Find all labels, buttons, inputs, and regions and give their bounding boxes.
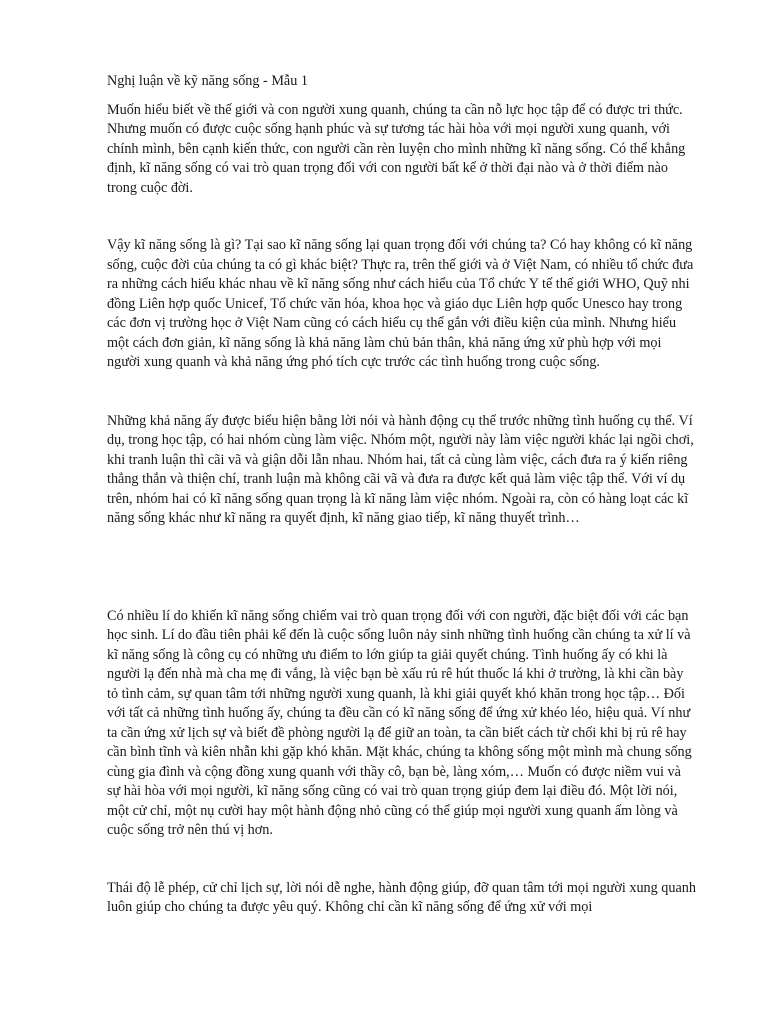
- paragraph-intro: Muốn hiểu biết về thế giới và con người xung quanh, chúng ta cần nỗ lực học tập để có được tri thức. Nhưng muốn có được cuộc sống hạnh phúc và sự tương tác hài hòa với mọi người xung quanh, với chính mình, bên cạnh kiến thức, con người cần rèn luyện cho mình những kĩ năng sống. Có thể khẳng định, kĩ năng sống có vai trò quan trọng đối với con người bất kể ở thời đại nào và ở thời điểm nào trong cuộc đời.: [107, 101, 686, 196]
- spacer: [107, 373, 697, 412]
- paragraph-attitude: Thái độ lễ phép, cử chỉ lịch sự, lời nói dễ nghe, hành động giúp, đỡ quan tâm tới mọi người xung quanh luôn giúp cho chúng ta được yêu quý. Không chỉ cần kĩ năng sống để ứng xử với mọi: [107, 879, 696, 915]
- spacer: [107, 841, 697, 879]
- spacer: [107, 92, 697, 101]
- paragraph-reasons: Có nhiều lí do khiến kĩ năng sống chiếm vai trò quan trọng đối với con người, đặc biệt đối với các bạn học sinh. Lí do đầu tiên phải kể đến là cuộc sống luôn nảy sinh những tình huống cần chúng ta xử lí và kĩ năng sống là công cụ có những ưu điểm to lớn giúp ta giải quyết chúng. Tình huống ấy có khi là người lạ đến nhà mà cha mẹ đi vắng, là việc bạn bè xấu rủ rê hút thuốc lá khi ở trường, là khi cần bày tỏ tình cảm, sự quan tâm tới những người xung quanh, là khi giải quyết khó khăn trong học tập… Đối với tất cả những tình huống ấy, chúng ta đều cần có kĩ năng sống để ứng xử khéo léo, hiệu quả. Ví như ta cần ứng xử lịch sự và biết đề phòng người lạ để giữ an toàn, ta cần biết cách từ chối khi bị rủ rê hay cần bình tĩnh và kiên nhẫn khi gặp khó khăn. Mặt khác, chúng ta không sống một mình mà chung sống cùng gia đình và cộng đồng xung quanh với thầy cô, bạn bè, làng xóm,… Muốn có được niềm vui và sự hài hòa với mọi người, kĩ năng sống cũng có vai trò quan trọng giúp đem lại điều đó. Một lời nói, một cử chỉ, một nụ cười hay một hành động nhỏ cũng có thể giúp mọi người xung quanh ấm lòng và cuộc sống trở nên thú vị hơn.: [107, 607, 692, 838]
- spacer: [107, 529, 697, 607]
- document-title: Nghị luận về kỹ năng sống - Mẫu 1: [107, 73, 308, 89]
- paragraph-examples: Những khả năng ấy được biểu hiện bằng lời nói và hành động cụ thể trước những tình huống cụ thể. Ví dụ, trong học tập, có hai nhóm cùng làm việc. Nhóm một, người này làm việc người khác lại ngồi chơi, khi tranh luận thì cãi vã và giận dỗi lẫn nhau. Nhóm hai, tất cả cùng làm việc, cách đưa ra ý kiến riêng thẳng thắn và thiện chí, tranh luận mà không cãi vã và đưa ra được kết quả làm việc tập thể. Với ví dụ trên, nhóm hai có kĩ năng sống quan trọng là kĩ năng làm việc nhóm. Ngoài ra, còn có hàng loạt các kĩ năng sống khác như kĩ năng ra quyết định, kĩ năng giao tiếp, kĩ năng thuyết trình…: [107, 412, 694, 526]
- spacer: [107, 198, 697, 236]
- paragraph-definition: Vậy kĩ năng sống là gì? Tại sao kĩ năng sống lại quan trọng đối với chúng ta? Có hay không có kĩ năng sống, cuộc đời của chúng ta có gì khác biệt? Thực ra, trên thế giới và ở Việt Nam, có nhiều tổ chức đưa ra những cách hiểu khác nhau về kĩ năng sống như cách hiểu của Tổ chức Y tế thế giới WHO, Quỹ nhi đồng Liên hợp quốc Unicef, Tổ chức văn hóa, khoa học và giáo dục Liên hợp quốc Unesco hay trong các đơn vị trường học ở Việt Nam cũng có cách hiểu cụ thể gắn với điều kiện của mình. Nhưng hiểu một cách đơn giản, kĩ năng sống là khả năng làm chủ bản thân, khả năng ứng xử phù hợp với mọi người xung quanh và khả năng ứng phó tích cực trước các tình huống trong cuộc sống.: [107, 237, 694, 370]
- document-body: [107, 72, 697, 918]
